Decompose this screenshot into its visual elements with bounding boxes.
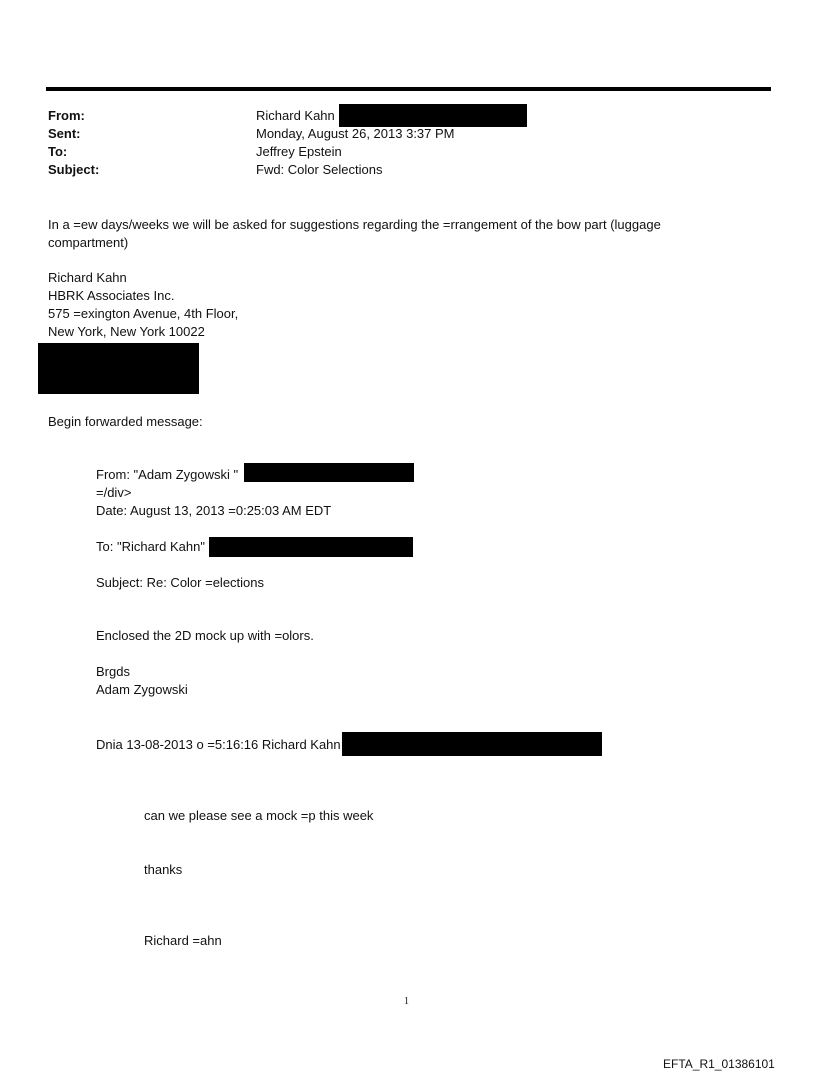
header-rule xyxy=(46,87,771,91)
to-label: To: xyxy=(48,144,68,159)
sent-value: Monday, August 26, 2013 3:37 PM xyxy=(256,126,455,141)
forward-intro: Begin forwarded message: xyxy=(48,414,203,429)
subject-label: Subject: xyxy=(48,162,100,177)
redaction-box xyxy=(38,343,199,394)
fwd-date-line: Date: August 13, 2013 =0:25:03 AM EDT xyxy=(96,503,332,518)
fwd-to-line: To: "Richard Kahn" xyxy=(96,539,205,554)
fwd-sender-name: Adam Zygowski xyxy=(96,682,188,697)
redaction-box xyxy=(339,104,527,127)
signature-line: Richard Kahn xyxy=(48,270,127,285)
fwd-closing: Brgds xyxy=(96,664,130,679)
redaction-box xyxy=(209,537,413,557)
fwd-quote-header: Dnia 13-08-2013 o =5:16:16 Richard Kahn xyxy=(96,737,341,752)
redaction-box xyxy=(342,732,602,756)
sent-label: Sent: xyxy=(48,126,81,141)
from-label: From: xyxy=(48,108,85,123)
signature-line: 575 =exington Avenue, 4th Floor, xyxy=(48,306,239,321)
quoted-line-3: Richard =ahn xyxy=(144,933,222,948)
signature-line: HBRK Associates Inc. xyxy=(48,288,175,303)
to-value: Jeffrey Epstein xyxy=(256,144,342,159)
fwd-message: Enclosed the 2D mock up with =olors. xyxy=(96,628,314,643)
document-id: EFTA_R1_01386101 xyxy=(663,1057,775,1071)
fwd-subject-line: Subject: Re: Color =elections xyxy=(96,575,265,590)
page-number: 1 xyxy=(404,996,409,1007)
quoted-line-2: thanks xyxy=(144,862,183,877)
from-value: Richard Kahn xyxy=(256,108,335,123)
intro-line-1: In a =ew days/weeks we will be asked for suggestions regarding the =rrangement of the bow part (luggage xyxy=(48,217,661,232)
fwd-div-line: =/div> xyxy=(96,485,132,500)
quoted-line-1: can we please see a mock =p this week xyxy=(144,808,374,823)
redaction-box xyxy=(244,463,414,482)
fwd-from-line: From: "Adam Zygowski " xyxy=(96,467,239,482)
subject-value: Fwd: Color Selections xyxy=(256,162,383,177)
signature-line: New York, New York 10022 xyxy=(48,324,205,339)
intro-line-2: compartment) xyxy=(48,235,129,250)
